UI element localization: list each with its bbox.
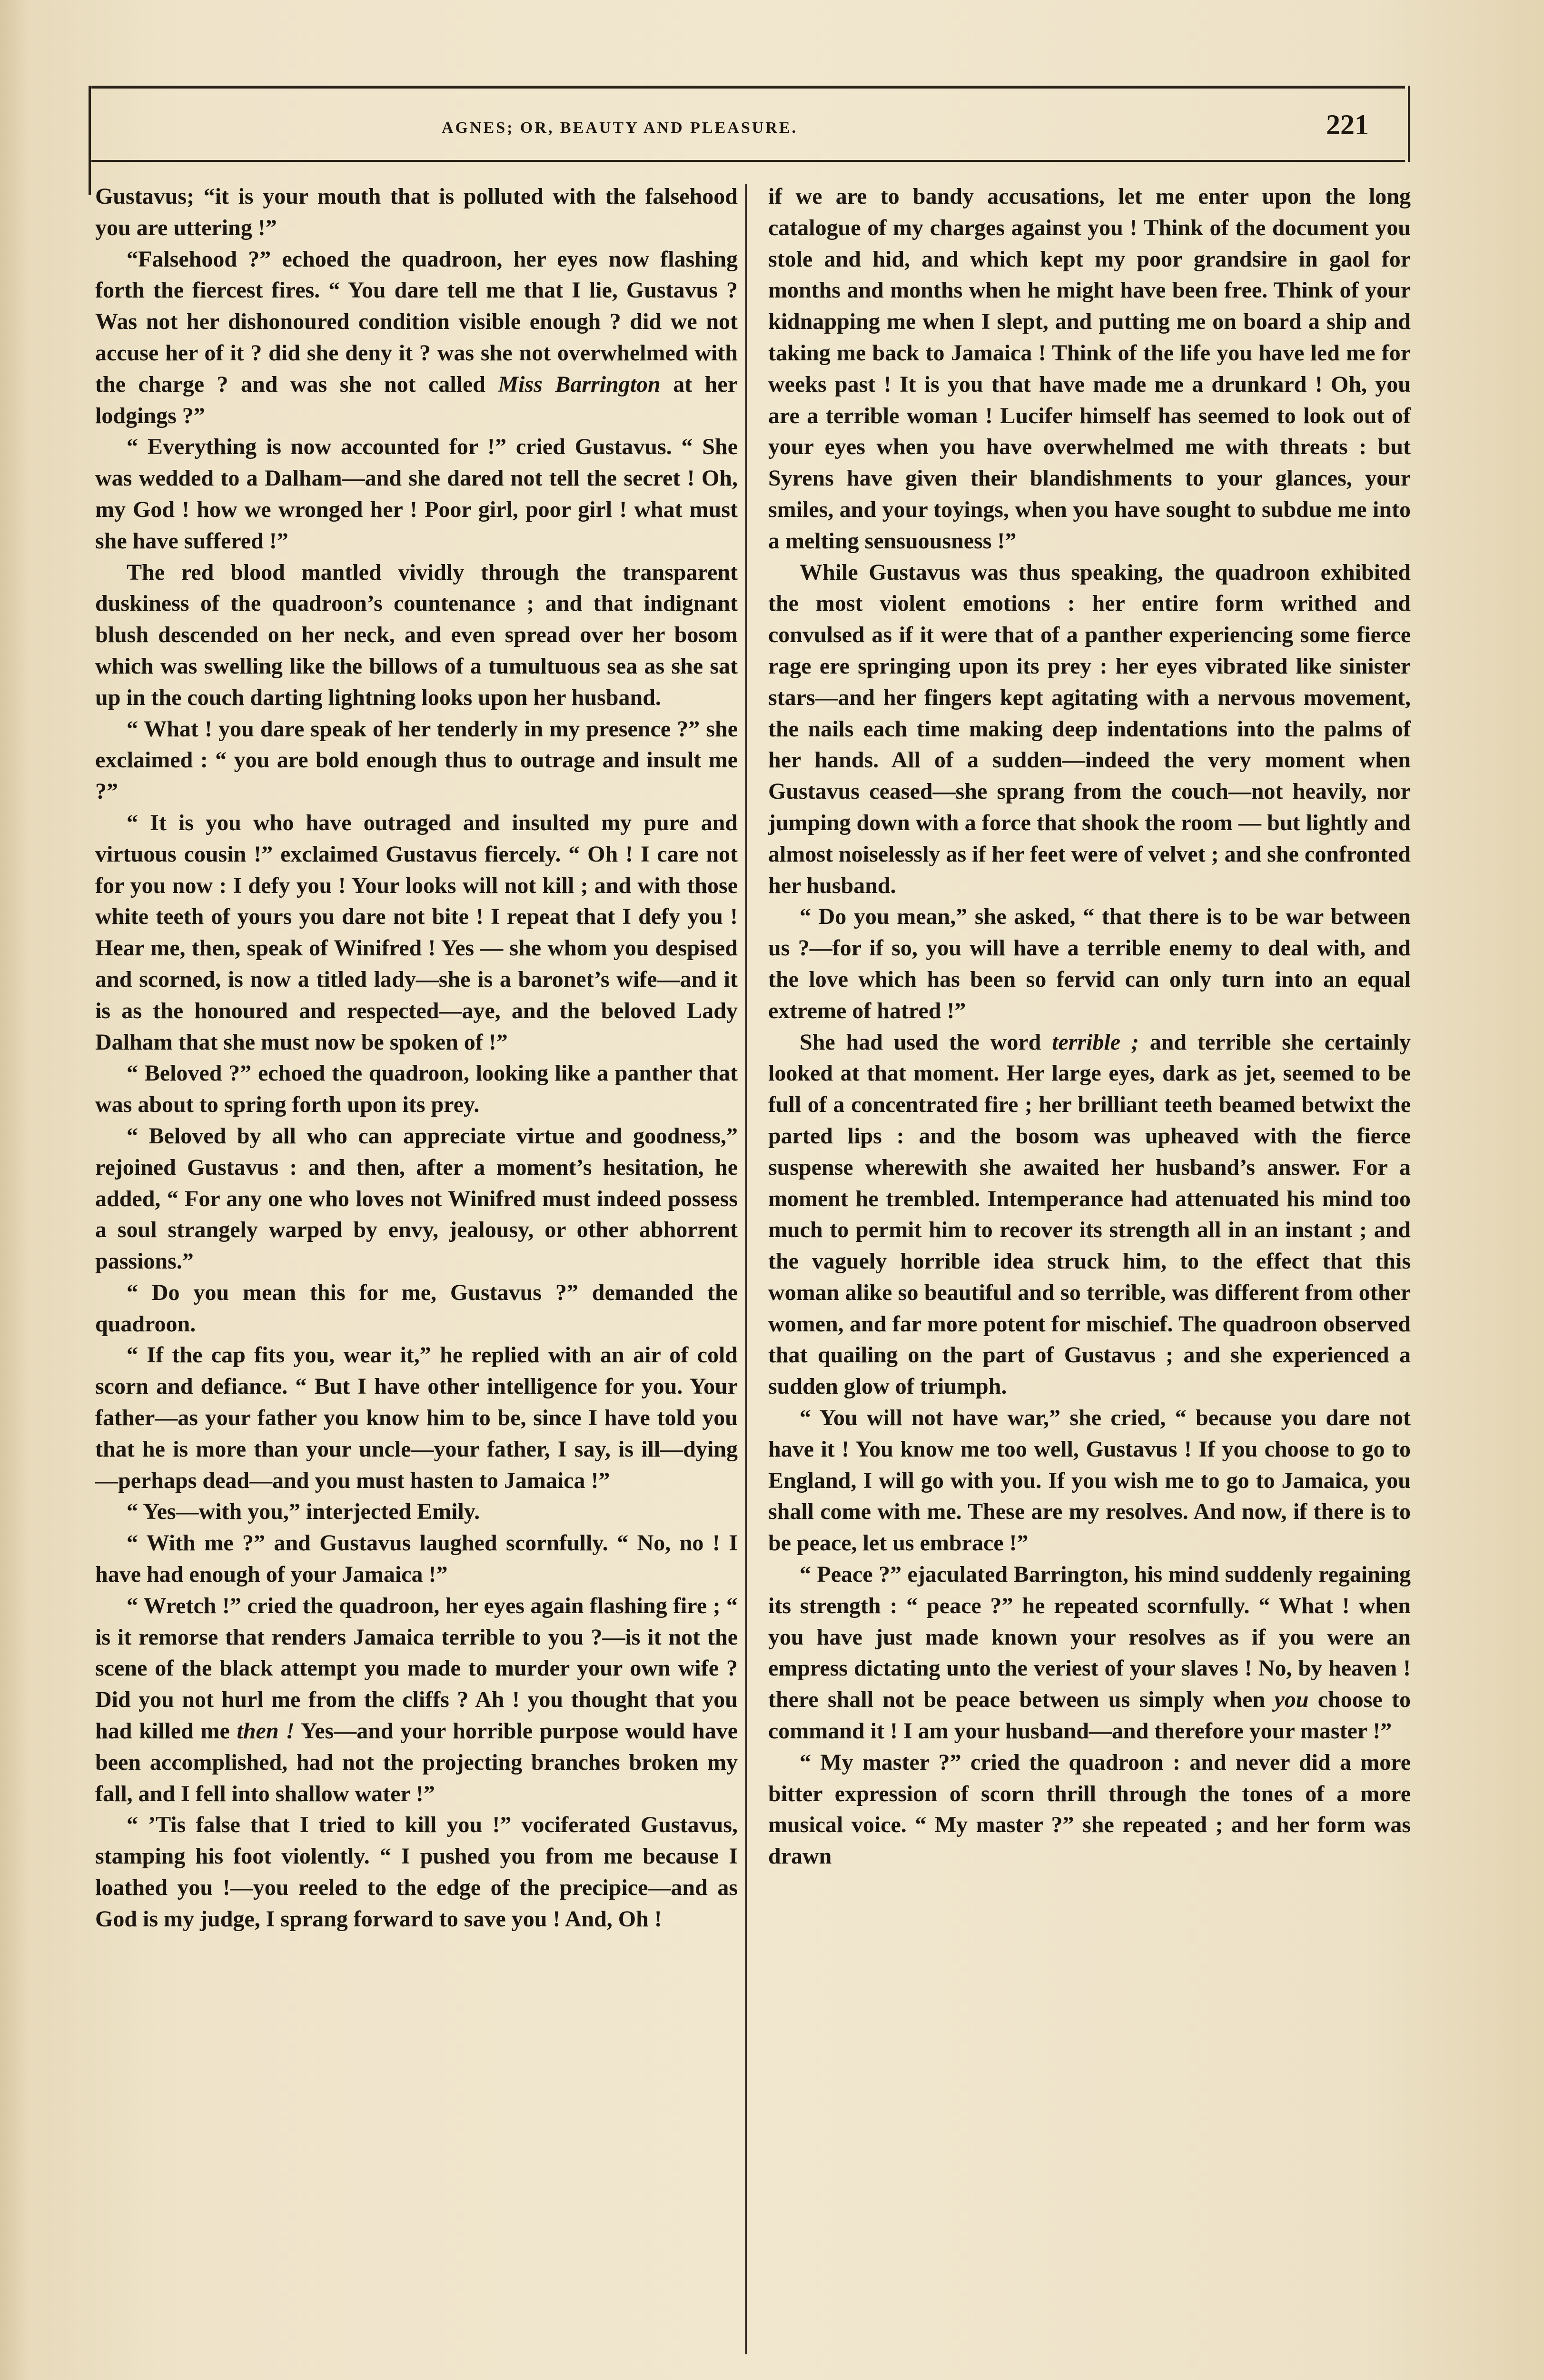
italic-text: then ! [237, 1718, 295, 1744]
text-run: “ Yes—with you,” interjected Emily. [127, 1499, 480, 1525]
paragraph [95, 1339, 738, 1496]
text-run: Gustavus; “it is your mouth that is polluted with the falsehood you are uttering !” [95, 184, 738, 240]
paragraph [95, 557, 738, 714]
text-run: “ Wretch !” cried the quadroon, her eyes again flashing fire ; “ is it remorse that renders Jamaica terrible to you ?—is it not the scene of the black attempt you made to murder your own wife ? Did you not hurl me from the cliffs ? Ah ! you thought that you had killed me [95, 1593, 738, 1744]
paragraph [768, 181, 1411, 557]
header-rule-top [91, 86, 1405, 89]
running-title: AGNES; OR, BEAUTY AND PLEASURE. [441, 119, 798, 137]
paragraph [768, 1027, 1411, 1403]
paragraph [95, 1277, 738, 1340]
page-number: 221 [1326, 109, 1369, 140]
paragraph [768, 1559, 1411, 1747]
page-edge-shadow [0, 0, 29, 2380]
text-run: “ My master ?” cried the quadroon : and never did a more bitter expression of scorn thrill through the tones of a more musical voice. “ My master ?” she repeated ; and her form was drawn [768, 1749, 1411, 1869]
text-run: “ Do you mean,” she asked, “ that there is to be war between us ?—for if so, you will have a terrible enemy to deal with, and the love which has been so fervid can only turn into an equal extreme of hatred !” [768, 904, 1411, 1023]
paragraph [768, 557, 1411, 902]
text-run: While Gustavus was thus speaking, the quadroon exhibited the most violent emotions : her entire form writhed and convulsed as if it were that of a panther experiencing some fierce rage ere springing upon its prey : her eyes vibrated like sinister stars—and her fingers kept agitating with a nervous movement, the nails each time making deep indentations into the palms of her hands. All of a sudden—indeed the very moment when Gustavus ceased—she sprang from the couch—not heavily, nor jumping down with a force that shook the room — but lightly and almost noiselessly as if her feet were of velvet ; and she confronted her husband. [768, 559, 1411, 898]
paragraph [95, 1496, 738, 1527]
text-run: “ With me ?” and Gustavus laughed scornfully. “ No, no ! I have had enough of your Jamaica !” [95, 1530, 738, 1587]
italic-text: terrible ; [1052, 1029, 1139, 1055]
text-run: “ It is you who have outraged and insulted my pure and virtuous cousin !” exclaimed Gustavus fiercely. “ Oh ! I care not for you now : I defy you ! Your looks will not kill ; and with those white teeth of yours you dare not bite ! I repeat that I defy you ! Hear me, then, speak of Winifred ! Yes — she whom you despised and scorned, is now a titled lady—she is a baronet’s wife—and it is as the honoured and respected—aye, and the beloved Lady Dalham that she must now be spoken of !” [95, 810, 738, 1055]
text-run: “ Peace ?” ejaculated Barrington, his mind suddenly regaining its strength : “ peace ?” he repeated scornfully. “ What ! when you have just made known your resolves as if you were an empress dictating unto the veriest of your slaves ! No, by heaven ! there shall not be peace between us simply when [768, 1562, 1411, 1713]
paragraph [95, 1121, 738, 1277]
paragraph [95, 807, 738, 1058]
text-run: Yes—and your horrible purpose would have been accomplished, had not the projecting branches broken my fall, and I fell into shallow water !” [95, 1718, 738, 1806]
header-frame-right [1408, 86, 1410, 162]
text-run: “ What ! you dare speak of her tenderly in my presence ?” she exclaimed : “ you are bold enough thus to outrage and insult me ?” [95, 716, 738, 804]
paragraph [95, 714, 738, 807]
text-run: if we are to bandy accusations, let me enter upon the long catalogue of my charges against you ! Think of the document you stole and hid, and which kept my poor grandsire in gaol for months and months when he might have been free. Think of your kidnapping me when I slept, and putting me on board a ship and taking me back to Jamaica ! Think of the life you have led me for weeks past ! It is you that have made me a drunkard ! Oh, you are a terrible woman ! Lucifer himself has seemed to look out of your eyes when you have overwhelmed me with threats : but Syrens have given their blandishments to your glances, your smiles, and your toyings, when you have sought to subdue me into a melting sensuousness !” [768, 184, 1411, 554]
paragraph [95, 244, 738, 432]
text-run: She had used the word [800, 1029, 1052, 1055]
header-rule-bottom [91, 160, 1405, 162]
text-run: “ Beloved by all who can appreciate virtue and goodness,” rejoined Gustavus : and then, after a moment’s hesitation, he added, “ For any one who loves not Winifred must indeed possess a soul strangely warped by envy, jealousy, or other abhorrent passions.” [95, 1123, 738, 1274]
text-run: “Falsehood ?” echoed the quadroon, her eyes now flashing forth the fiercest fires. “ You dare tell me that I lie, Gustavus ? Was not her dishonoured condition visible enough ? did we not accuse her of it ? did she deny it ? was she not overwhelmed with the charge ? and was she not called [95, 246, 738, 397]
text-run: choose to command it ! I am your husband—and therefore your master !” [768, 1687, 1411, 1744]
paragraph [95, 1590, 738, 1810]
paragraph [95, 1809, 738, 1934]
text-run: and terrible she certainly looked at that moment. Her large eyes, dark as jet, seemed to be full of a concentrated fire ; her brilliant teeth beamed betwixt the parted lips : and the bosom was upheaved with the fierce suspense wherewith she awaited her husband’s answer. For a moment he trembled. Intemperance had attenuated his mind too much to permit him to recover its strength all in an instant ; and the vaguely horrible idea struck him, to the effect that this woman alike so beautiful and so terrible, was different from other women, and far more potent for mischief. The quadroon observed that quailing on the part of Gustavus ; and she experienced a sudden glow of triumph. [768, 1029, 1411, 1399]
paragraph [95, 1527, 738, 1590]
text-run: “ Do you mean this for me, Gustavus ?” demanded the quadroon. [95, 1279, 738, 1337]
italic-text: Miss Barrington [498, 371, 661, 397]
italic-text: you [1274, 1687, 1309, 1713]
text-run: “ You will not have war,” she cried, “ because you dare not have it ! You know me too well, Gustavus ! If you choose to go to England, I will go with you. If you wish me to go to Jamaica, you shall come with me. These are my resolves. And now, if there is to be peace, let us embrace !” [768, 1405, 1411, 1556]
paragraph [95, 431, 738, 556]
paragraph [768, 1747, 1411, 1872]
text-run: “ If the cap fits you, wear it,” he replied with an air of cold scorn and defiance. “ But I have other intelligence for you. Your father—as your father you know him to be, since I have told you that he is more than your uncle—your father, I say, is ill—dying—perhaps dead—and you must hasten to Jamaica !” [95, 1342, 738, 1493]
paragraph [95, 181, 738, 244]
right-text-column [768, 181, 1411, 2370]
text-run: “ Everything is now accounted for !” cried Gustavus. “ She was wedded to a Dalham—and she dared not tell the secret ! Oh, my God ! how we wronged her ! Poor girl, poor girl ! what must she have suffered !” [95, 434, 738, 554]
text-run: “ ’Tis false that I tried to kill you !” vociferated Gustavus, stamping his foot violently. “ I pushed you from me because I loathed you !—you reeled to the edge of the precipice—and as God is my judge, I sprang forward to save you ! And, Oh ! [95, 1812, 738, 1932]
paragraph [95, 1058, 738, 1121]
text-run: The red blood mantled vividly through the transparent duskiness of the quadroon’s countenance ; and that indignant blush descended on her neck, and even spread over her bosom which was swelling like the billows of a tumultuous sea as she sat up in the couch darting lightning looks upon her husband. [95, 559, 738, 710]
text-run: at her lodgings ?” [95, 371, 738, 428]
text-run: “ Beloved ?” echoed the quadroon, looking like a panther that was about to spring forth upon its prey. [95, 1061, 738, 1118]
left-text-column [95, 181, 738, 2370]
paragraph [768, 1402, 1411, 1559]
paragraph [768, 901, 1411, 1026]
column-divider [745, 184, 747, 2354]
header-frame-left [89, 86, 91, 195]
